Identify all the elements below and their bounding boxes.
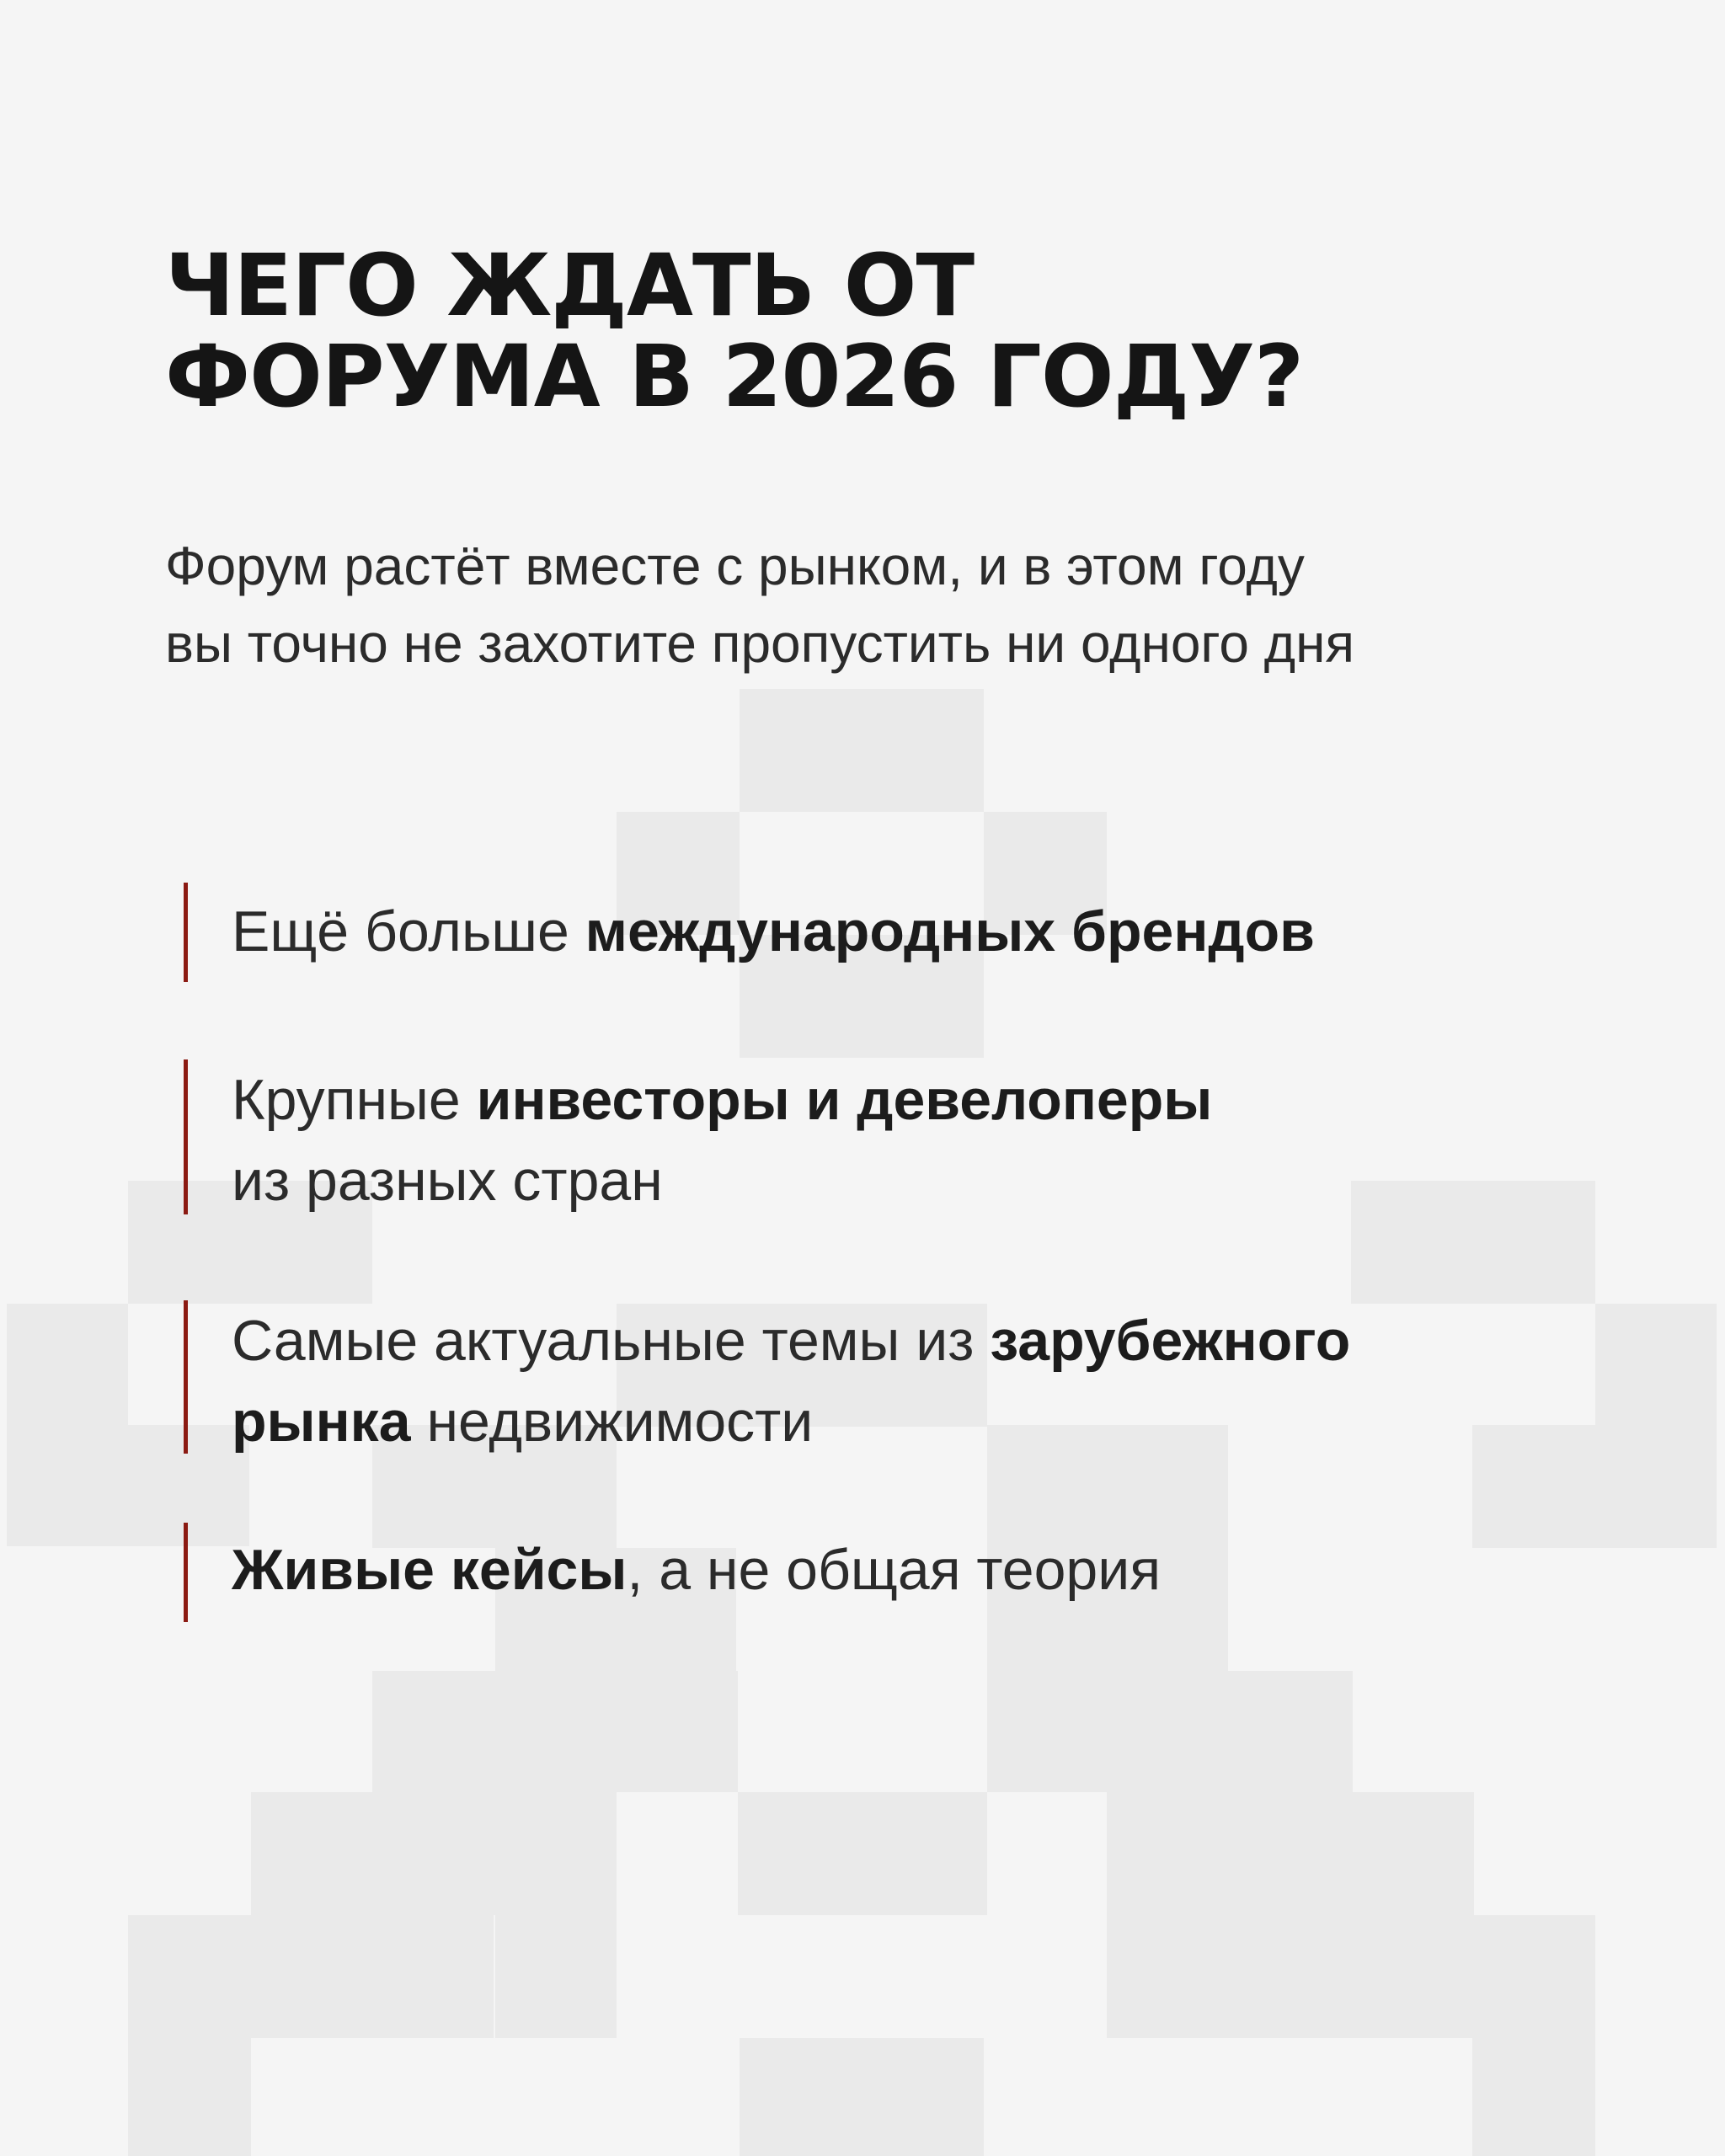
feature-text-bold: инвесторы и девелоперы (476, 1068, 1213, 1132)
feature-text-regular: Ещё больше (232, 899, 585, 963)
page-title-line-2: ФОРУМА В 2026 ГОДУ? (165, 327, 1304, 427)
feature-item-investors-developers (184, 1059, 1632, 1214)
feature-item-foreign-market-topics (184, 1300, 1632, 1454)
feature-text-bold: международных брендов (585, 899, 1315, 963)
feature-item-international-brands (184, 883, 1632, 982)
subtitle-line-2: вы точно не захотите пропустить ни одного дня (165, 613, 1355, 674)
feature-line (232, 1300, 1632, 1381)
subtitle-line-1: Форум растёт вместе с рынком, и в этом году (165, 536, 1305, 596)
feature-text-regular: недвижимости (410, 1390, 814, 1454)
feature-text-regular: Крупные (232, 1068, 477, 1132)
feature-line (232, 891, 1632, 972)
feature-line (232, 1059, 1632, 1140)
feature-text-regular: Самые актуальные темы из (232, 1309, 991, 1373)
page-title (165, 236, 1648, 427)
subtitle (165, 527, 1597, 682)
feature-item-live-cases (184, 1523, 1632, 1622)
page-title-line-1: ЧЕГО ЖДАТЬ ОТ (165, 236, 975, 336)
feature-text-regular: из разных стран (232, 1149, 663, 1213)
feature-line (232, 1381, 1632, 1462)
feature-text-regular: , а не общая теория (627, 1538, 1162, 1602)
feature-text-bold: рынка (232, 1390, 411, 1454)
feature-text-bold: Живые кейсы (232, 1538, 628, 1602)
feature-line (232, 1529, 1632, 1610)
feature-line (232, 1140, 1632, 1221)
feature-text-bold: зарубежного (990, 1309, 1351, 1373)
